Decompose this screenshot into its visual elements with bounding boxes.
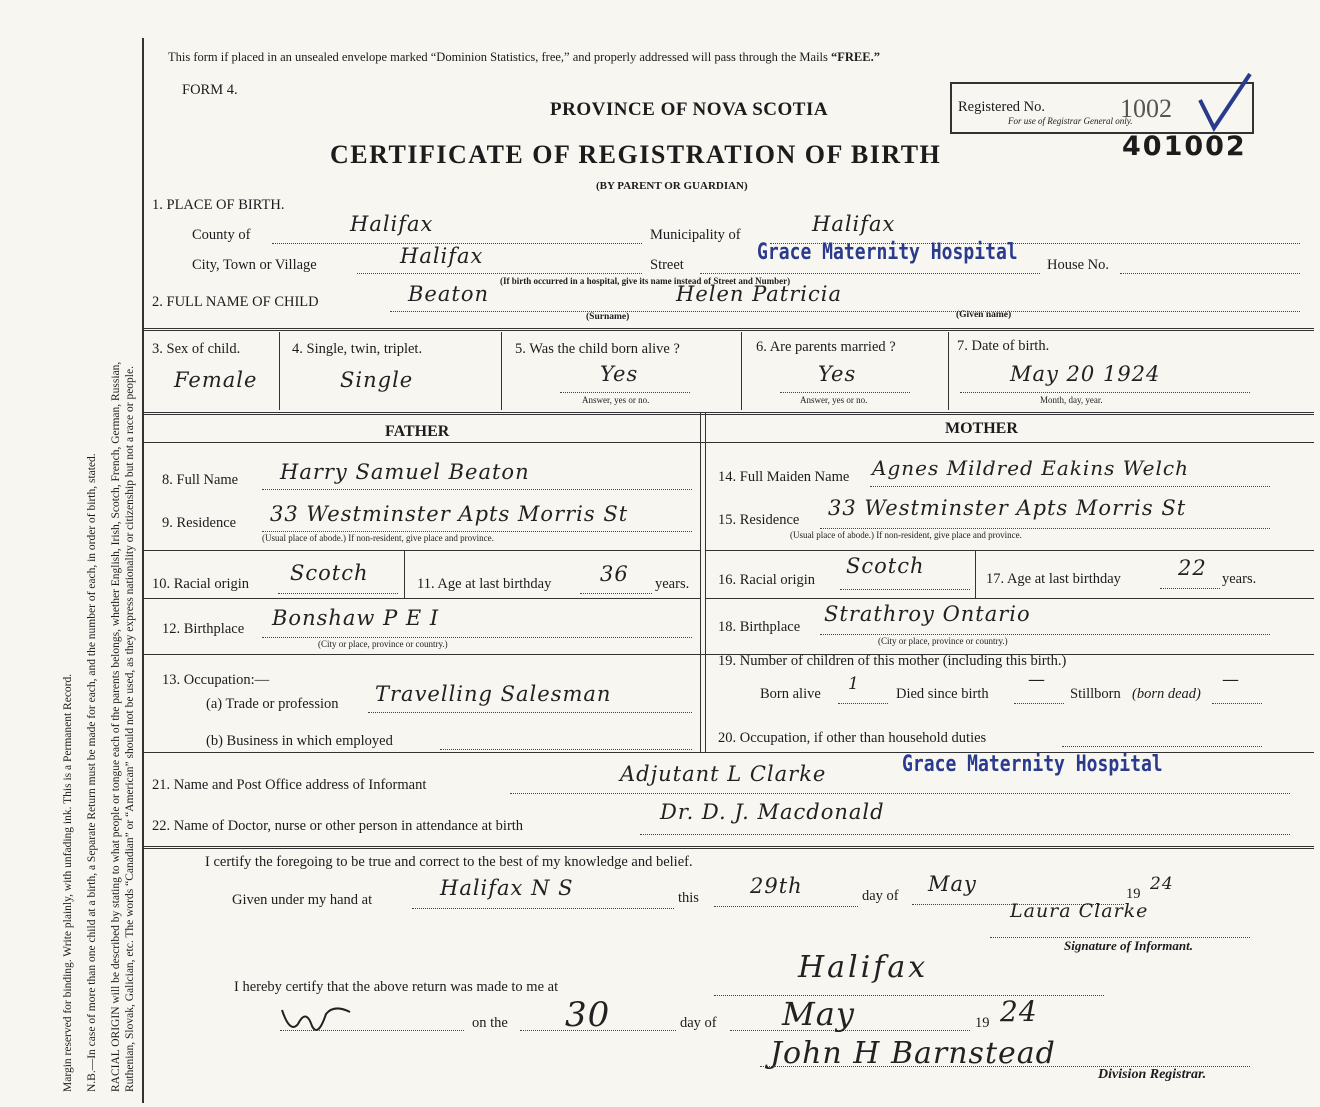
registrar-signature: John H Barnstead (770, 1036, 1056, 1071)
mother-usual-place-caption: (Usual place of abode.) If non-resident, give place and province. (790, 530, 1022, 540)
margin-binding-note: Margin reserved for binding. Write plainly, with unfading ink. This is a Permanent Record. (62, 673, 74, 1092)
mother-years-label: years. (1222, 571, 1257, 587)
top-notice (168, 50, 880, 65)
mother-name-label: 14. Full Maiden Name (718, 469, 850, 485)
house-no-label: House No. (1047, 257, 1110, 273)
mother-occupation-label: 20. Occupation, if other than household duties (718, 730, 987, 746)
on-month-value: May (782, 995, 855, 1033)
mother-residence-value: 33 Westminster Apts Morris St (828, 496, 1187, 520)
on-day-of-label: day of (680, 1015, 717, 1031)
place-of-birth-label: 1. PLACE OF BIRTH. (152, 197, 285, 213)
registrar-place-value: Halifax (798, 950, 929, 985)
hospital-note: (If birth occurred in a hospital, give its name instead of Street and Number) (500, 276, 791, 286)
top-notice-free: “FREE.” (831, 50, 880, 64)
mother-birthplace-value: Strathroy Ontario (824, 602, 1031, 626)
father-usual-place-caption: (Usual place of abode.) If non-resident, give place and province. (262, 533, 494, 543)
born-alive-label: 5. Was the child born alive ? (515, 341, 680, 357)
plurality-label: 4. Single, twin, triplet. (292, 341, 423, 357)
form-left-border (142, 38, 144, 1103)
on-the-label: on the (472, 1015, 508, 1031)
father-residence-label: 9. Residence (162, 515, 237, 531)
street-hospital-stamp: Grace Maternity Hospital (757, 240, 1018, 265)
county-label: County of (192, 227, 251, 243)
margin-racial-note-2: Ruthenian, Slovak, Galician, etc. The words “Canadian” or “American” should not be used, as they express nationality or citizenship but not a race or people. (124, 366, 136, 1092)
signature-informant-caption: Signature of Informant. (1064, 938, 1193, 953)
parents-married-caption: Answer, yes or no. (800, 395, 868, 405)
mother-birthplace-label: 18. Birthplace (718, 619, 801, 635)
county-value: Halifax (350, 212, 434, 236)
occupation-label: 13. Occupation:— (162, 672, 270, 688)
city-value: Halifax (400, 244, 484, 268)
father-birthplace-label: 12. Birthplace (162, 621, 245, 637)
certificate-title: CERTIFICATE OF REGISTRATION OF BIRTH (330, 140, 942, 169)
top-notice-text: This form if placed in an unsealed envelope marked “Dominion Statistics, free,” and properly addressed will pass through the Mails (168, 50, 828, 64)
municipality-label: Municipality of (650, 227, 741, 243)
mother-heading: MOTHER (945, 420, 1018, 437)
mother-birthplace-caption: (City or place, province or country.) (878, 636, 1008, 646)
stillborn-value: — (1222, 670, 1240, 690)
informant-label: 21. Name and Post Office address of Informant (152, 777, 427, 793)
father-racial-value: Scotch (290, 561, 369, 585)
children-count-label: 19. Number of children of this mother (including this birth.) (718, 653, 1067, 669)
street-label: Street (650, 257, 684, 273)
given-month-value: May (928, 872, 977, 896)
margin-nb-note: N.B.—In case of more than one child at a birth, a Separate Return must be made for each, and the number of each, in order of birth, stated. (86, 453, 98, 1092)
sex-label: 3. Sex of child. (152, 341, 241, 357)
registered-label: Registered No. (958, 99, 1045, 115)
surname-value: Beaton (408, 282, 489, 306)
father-name-label: 8. Full Name (162, 472, 239, 488)
registrar-mark-icon (278, 1000, 358, 1040)
registered-number: 401002 (1122, 131, 1247, 162)
hereby-certify-label: I hereby certify that the above return was made to me at (234, 979, 559, 995)
father-age-label: 11. Age at last birthday (417, 576, 552, 592)
died-since-label: Died since birth (896, 686, 989, 702)
sex-value: Female (174, 368, 258, 392)
surname-caption: (Surname) (586, 312, 630, 322)
mother-name-value: Agnes Mildred Eakins Welch (872, 456, 1189, 480)
mother-residence-label: 15. Residence (718, 512, 800, 528)
parents-married-label: 6. Are parents married ? (756, 339, 896, 355)
date-of-birth-caption: Month, day, year. (1040, 395, 1103, 405)
given-name-caption: (Given name) (956, 310, 1012, 320)
doctor-value: Dr. D. J. Macdonald (660, 800, 885, 824)
registered-value: 1002 (1120, 94, 1172, 123)
informant-hospital-stamp: Grace Maternity Hospital (902, 752, 1163, 777)
trade-label: (a) Trade or profession (206, 696, 339, 712)
mother-age-value: 22 (1178, 556, 1207, 580)
on-year-value: 24 (1000, 995, 1038, 1028)
father-age-value: 36 (600, 562, 629, 586)
business-label: (b) Business in which employed (206, 733, 393, 749)
informant-signature: Laura Clarke (1010, 900, 1149, 922)
province-title: PROVINCE OF NOVA SCOTIA (550, 99, 829, 120)
form-number: FORM 4. (182, 82, 238, 98)
given-under-label: Given under my hand at (232, 892, 373, 908)
mother-racial-value: Scotch (846, 554, 925, 578)
on-year-prefix: 19 (975, 1015, 990, 1031)
father-birthplace-caption: (City or place, province or country.) (318, 639, 448, 649)
informant-name-value: Adjutant L Clarke (620, 762, 827, 786)
given-day-value: 29th (750, 874, 803, 898)
division-registrar-caption: Division Registrar. (1098, 1067, 1207, 1082)
certify-statement: I certify the foregoing to be true and correct to the best of my knowledge and belief. (205, 854, 693, 870)
on-day-value: 30 (565, 995, 611, 1035)
father-name-value: Harry Samuel Beaton (280, 460, 530, 484)
given-year-value: 24 (1150, 874, 1174, 894)
certificate-subtitle: (BY PARENT OR GUARDIAN) (596, 180, 748, 192)
city-label: City, Town or Village (192, 257, 317, 273)
parents-married-value: Yes (818, 362, 857, 386)
given-name-value: Helen Patricia (676, 282, 842, 306)
father-years-label: years. (655, 576, 690, 592)
father-residence-value: 33 Westminster Apts Morris St (270, 502, 629, 526)
mother-age-label: 17. Age at last birthday (986, 571, 1121, 587)
doctor-label: 22. Name of Doctor, nurse or other person in attendance at birth (152, 818, 524, 834)
stillborn-label: Stillborn (1070, 686, 1121, 702)
born-alive-caption: Answer, yes or no. (582, 395, 650, 405)
father-racial-label: 10. Racial origin (152, 576, 250, 592)
plurality-value: Single (340, 368, 414, 392)
died-since-value: — (1028, 670, 1046, 690)
born-alive-count-value: 1 (848, 674, 860, 694)
born-alive-value: Yes (600, 362, 639, 386)
date-of-birth-label: 7. Date of birth. (957, 338, 1050, 354)
father-trade-value: Travelling Salesman (375, 682, 612, 706)
mother-racial-label: 16. Racial origin (718, 572, 816, 588)
father-heading: FATHER (385, 423, 450, 440)
born-alive-count-label: Born alive (760, 686, 821, 702)
registered-note: For use of Registrar General only. (1008, 116, 1133, 126)
margin-racial-note-1: RACIAL ORIGIN will be described by stating to what people or tongue each of the parents belongs, whether English, Irish, Scotch, French, German, Russian, (110, 361, 122, 1092)
given-at-value: Halifax N S (440, 876, 574, 900)
born-dead-label: (born dead) (1132, 686, 1201, 702)
given-year-prefix: 19 (1126, 886, 1141, 902)
date-of-birth-value: May 20 1924 (1010, 362, 1161, 386)
municipality-value: Halifax (812, 212, 896, 236)
given-day-of-label: day of (862, 888, 899, 904)
given-this-label: this (678, 890, 699, 906)
full-name-child-label: 2. FULL NAME OF CHILD (152, 294, 319, 310)
check-mark-icon (1196, 70, 1256, 140)
father-birthplace-value: Bonshaw P E I (272, 606, 440, 630)
